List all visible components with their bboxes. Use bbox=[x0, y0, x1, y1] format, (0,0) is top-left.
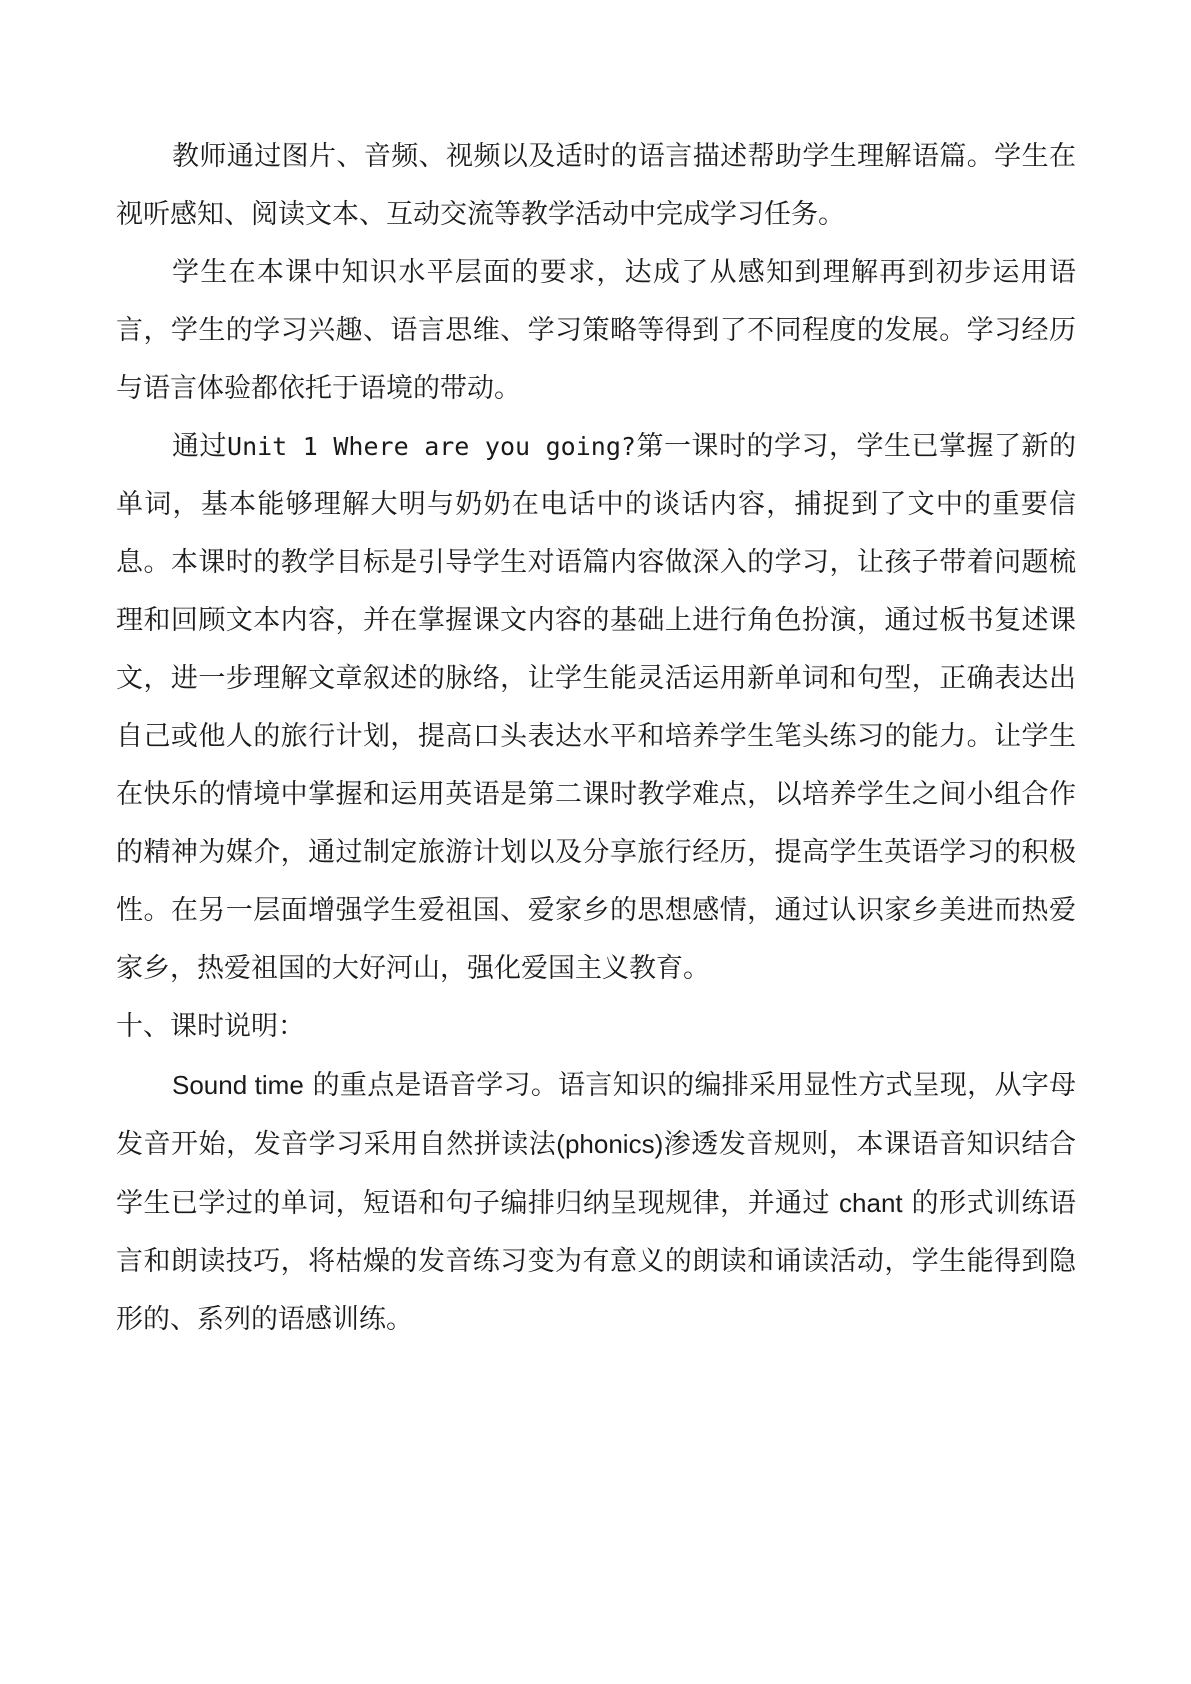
document-body bbox=[116, 128, 1076, 1349]
section-heading: 十、课时说明： bbox=[116, 1011, 305, 1042]
paragraph-2 bbox=[116, 244, 1076, 418]
paragraph-4 bbox=[116, 1056, 1076, 1349]
unit-title-english: Unit 1 Where are you going? bbox=[227, 432, 636, 461]
paragraph-4-part1: 的重点是语音学习。语言知识的编排采用显性方式呈现，从字母发音开始，发音学习采用自然拼读法 bbox=[116, 1070, 1076, 1160]
phonics-term: (phonics) bbox=[556, 1129, 664, 1159]
paragraph-4-part3: 的形式训练语言和朗读技巧，将枯燥的发音练习变为有意义的朗读和诵读活动，学生能得到隐形的、系列的语感训练。 bbox=[116, 1188, 1076, 1335]
paragraph-3 bbox=[116, 418, 1076, 998]
paragraph-1-text: 教师通过图片、音频、视频以及适时的语言描述帮助学生理解语篇。学生在视听感知、阅读文本、互动交流等教学活动中完成学习任务。 bbox=[116, 141, 1076, 230]
paragraph-3-prefix: 通过 bbox=[172, 431, 228, 462]
chant-term: chant bbox=[839, 1188, 903, 1218]
paragraph-2-text: 学生在本课中知识水平层面的要求，达成了从感知到理解再到初步运用语言，学生的学习兴趣、语言思维、学习策略等得到了不同程度的发展。学习经历与语言体验都依托于语境的带动。 bbox=[116, 257, 1076, 404]
paragraph-3-text: 第一课时的学习，学生已掌握了新的单词，基本能够理解大明与奶奶在电话中的谈话内容，捕捉到了文中的重要信息。本课时的教学目标是引导学生对语篇内容做深入的学习，让孩子带着问题梳理和回顾文本内容，并在掌握课文内容的基础上进行角色扮演，通过板书复述课文，进一步理解文章叙述的脉络，让学生能灵活运用新单词和句型，正确表达出自己或他人的旅行计划，提高口头表达水平和培养学生笔头练习的能力。让学生在快乐的情境中掌握和运用英语是第二课时教学难点，以培养学生之间小组合作的精神为媒介，通过制定旅游计划以及分享旅行经历，提高学生英语学习的积极性。在另一层面增强学生爱祖国、爱家乡的思想感情，通过认识家乡美进而热爱家乡，热爱祖国的大好河山，强化爱国主义教育。 bbox=[116, 431, 1077, 984]
sound-time-label: Sound time bbox=[172, 1070, 304, 1100]
paragraph-1 bbox=[116, 128, 1076, 244]
paragraph-4-part2: 渗透发音规则，本课语音知识结合学生已学过的单词，短语和句子编排归纳呈现规律，并通过 bbox=[116, 1129, 1077, 1219]
